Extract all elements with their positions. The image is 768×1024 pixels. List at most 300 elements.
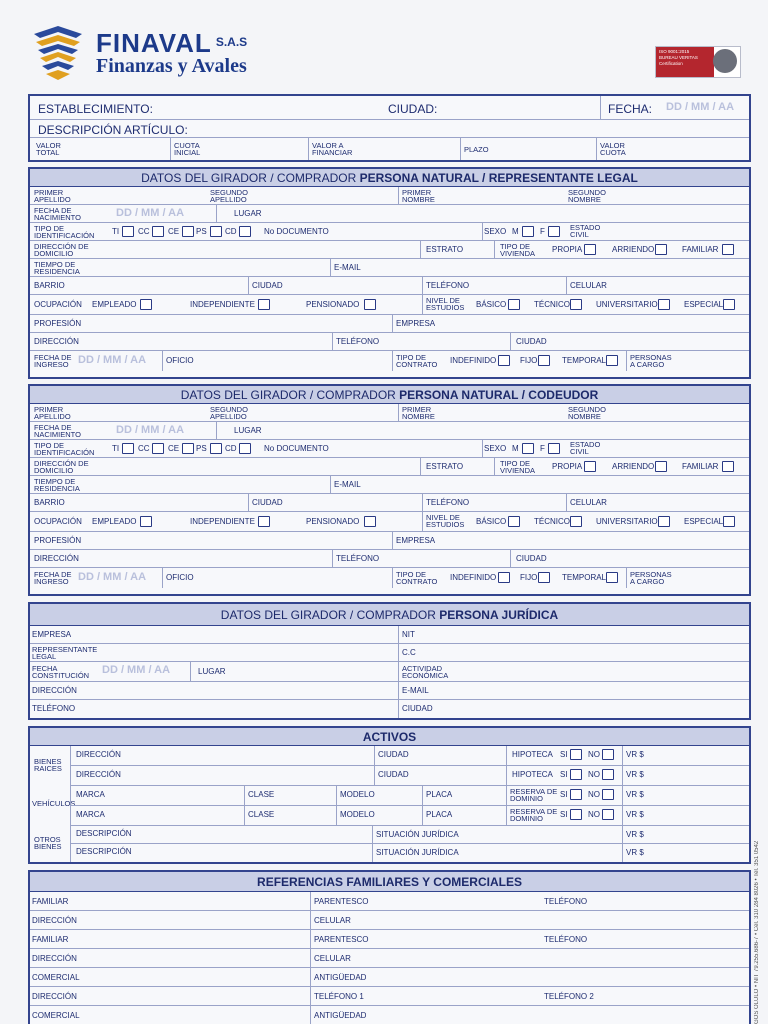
- label-reserva-dominio: RESERVA DE DOMINIO: [510, 807, 558, 823]
- checkbox-hipoteca-no[interactable]: [602, 749, 614, 760]
- juridica-title-prefix: DATOS DEL GIRADOR / COMPRADOR: [220, 608, 440, 622]
- label-fijo: FIJO: [520, 573, 538, 582]
- divider: [510, 333, 511, 350]
- checkbox-indefinido[interactable]: [498, 572, 510, 583]
- label-lugar: LUGAR: [234, 209, 262, 218]
- label-direccion: DIRECCIÓN: [76, 750, 121, 759]
- label-vr: VR $: [626, 790, 644, 799]
- label-vehiculos: VEHÍCULOS: [32, 799, 76, 808]
- divider: [420, 241, 421, 258]
- divider: [494, 458, 495, 475]
- checkbox-id-ps[interactable]: [210, 226, 222, 237]
- divider: [372, 844, 373, 862]
- label-id-cd: CD: [225, 227, 237, 236]
- row-establecimiento: [30, 96, 749, 120]
- persona-natural-representante-section: [28, 167, 751, 379]
- label-marca: MARCA: [76, 810, 105, 819]
- label-comercial: COMERCIAL: [32, 1011, 80, 1020]
- representante-row-residencia: [30, 259, 749, 277]
- checkbox-id-ce[interactable]: [182, 443, 194, 454]
- side-print-info: GOS OLULO • NIT 79.255.686-7 • Cel. 310 284 8026 • Tel. 351 0542: [754, 840, 760, 1024]
- representante-row-domicilio: [30, 241, 749, 259]
- label-personas-cargo: PERSONAS A CARGO: [630, 353, 672, 369]
- divider: [398, 626, 399, 643]
- brand-name: [96, 28, 248, 58]
- label-oficio: OFICIO: [166, 356, 194, 365]
- label-tecnico: TÉCNICO: [534, 300, 570, 309]
- constitucion-date-placeholder[interactable]: DD / MM / AA: [102, 664, 171, 676]
- label-placa: PLACA: [426, 810, 453, 819]
- checkbox-tecnico[interactable]: [570, 299, 582, 310]
- label-personas-cargo: PERSONAS A CARGO: [630, 570, 672, 586]
- checkbox-id-ps[interactable]: [210, 443, 222, 454]
- label-fijo: FIJO: [520, 356, 538, 365]
- codeudor-row-nacimiento: [30, 422, 749, 440]
- divider: [392, 315, 393, 332]
- divider: [622, 766, 623, 785]
- label-vr: VR $: [626, 830, 644, 839]
- checkbox-fijo[interactable]: [538, 355, 550, 366]
- label-segundo-nombre: SEGUNDO NOMBRE: [568, 405, 606, 421]
- checkbox-hipoteca-si[interactable]: [570, 769, 582, 780]
- label-telefono: TELÉFONO: [544, 935, 588, 944]
- label-telefono-empresa: TELÉFONO: [336, 337, 380, 346]
- label-tipo-vivienda: TIPO DE VIVIENDA: [500, 459, 536, 475]
- codeudor-row-ingreso: [30, 568, 749, 588]
- label-tipo-vivienda: TIPO DE VIVIENDA: [500, 242, 536, 258]
- label-telefono-empresa: TELÉFONO: [336, 554, 380, 563]
- checkbox-propia[interactable]: [584, 461, 596, 472]
- label-fecha-nacimiento: FECHA DE NACIMIENTO: [34, 206, 81, 222]
- checkbox-id-cc[interactable]: [152, 443, 164, 454]
- divider: [622, 844, 623, 862]
- divider: [422, 277, 423, 294]
- row-otro-bien-1: [70, 826, 749, 844]
- checkbox-id-ce[interactable]: [182, 226, 194, 237]
- representante-title-prefix: DATOS DEL GIRADOR / COMPRADOR: [141, 171, 360, 185]
- checkbox-id-ti[interactable]: [122, 443, 134, 454]
- label-celular: CELULAR: [314, 954, 351, 963]
- label-nivel-estudios: NIVEL DE ESTUDIOS: [426, 296, 465, 312]
- divider: [398, 700, 399, 718]
- cert-line-1: ISO 9001:2015: [659, 49, 690, 54]
- checkbox-reserva-si[interactable]: [570, 789, 582, 800]
- juridica-title-main: PERSONA JURÍDICA: [439, 608, 559, 622]
- label-tipo-identificacion: TIPO DE IDENTIFICACIÓN: [34, 441, 95, 457]
- birth-date-placeholder[interactable]: DD / MM / AA: [116, 207, 185, 219]
- divider: [482, 223, 483, 240]
- label-placa: PLACA: [426, 790, 453, 799]
- label-no-documento: No DOCUMENTO: [264, 227, 329, 236]
- divider: [310, 968, 311, 986]
- checkbox-empleado[interactable]: [140, 516, 152, 527]
- label-arriendo: ARRIENDO: [612, 462, 655, 471]
- label-id-ps: PS: [196, 227, 207, 236]
- representante-title: [30, 169, 749, 187]
- label-vr: VR $: [626, 770, 644, 779]
- codeudor-title-prefix: DATOS DEL GIRADOR / COMPRADOR: [180, 388, 400, 402]
- label-pensionado: PENSIONADO: [306, 517, 360, 526]
- label-telefono2: TELÉFONO 2: [544, 992, 594, 1001]
- label-cc: C.C: [402, 648, 416, 657]
- label-no: NO: [588, 750, 600, 759]
- label-segundo-nombre: SEGUNDO NOMBRE: [568, 188, 606, 204]
- label-ciudad-empresa: CIUDAD: [516, 337, 547, 346]
- label-nivel-estudios: NIVEL DE ESTUDIOS: [426, 513, 465, 529]
- label-sexo-m: M: [512, 227, 519, 236]
- label-no: NO: [588, 810, 600, 819]
- checkbox-familiar[interactable]: [722, 461, 734, 472]
- label-antiguedad: ANTIGÜEDAD: [314, 973, 367, 982]
- label-especial: ESPECIAL: [684, 517, 724, 526]
- representante-row-identificacion: [30, 223, 749, 241]
- representante-row-direccion: [30, 333, 749, 351]
- divider: [398, 682, 399, 699]
- label-situacion-juridica: SITUACIÓN JURÍDICA: [376, 830, 459, 839]
- codeudor-row-identificacion: [30, 440, 749, 458]
- label-antiguedad: ANTIGÜEDAD: [314, 1011, 367, 1020]
- label-telefono: TELÉFONO: [32, 704, 76, 713]
- label-parentesco: PARENTESCO: [314, 935, 369, 944]
- label-indefinido: INDEFINIDO: [450, 573, 497, 582]
- checkbox-basico[interactable]: [508, 299, 520, 310]
- label-celular: CELULAR: [570, 498, 607, 507]
- juridica-title: [30, 604, 749, 626]
- label-familiar: FAMILIAR: [682, 462, 719, 471]
- label-tiempo-residencia: TIEMPO DE RESIDENCIA: [34, 477, 80, 493]
- label-tecnico: TÉCNICO: [534, 517, 570, 526]
- label-sexo-f: F: [540, 444, 545, 453]
- divider: [422, 512, 423, 531]
- label-temporal: TEMPORAL: [562, 573, 607, 582]
- divider: [622, 786, 623, 805]
- label-profesion: PROFESIÓN: [34, 536, 82, 545]
- label-barrio: BARRIO: [34, 498, 65, 507]
- label-id-cd: CD: [225, 444, 237, 453]
- label-ciudad: CIUDAD: [252, 498, 283, 507]
- label-actividad-economica: ACTIVIDAD ECONÓMICA: [402, 664, 449, 680]
- label-direccion-domicilio: DIRECCIÓN DE DOMICILIO: [34, 459, 89, 475]
- codeudor-title: [30, 386, 749, 404]
- label-lugar: LUGAR: [234, 426, 262, 435]
- checkbox-fijo[interactable]: [538, 572, 550, 583]
- label-independiente: INDEPENDIENTE: [190, 300, 255, 309]
- label-empresa: EMPRESA: [32, 630, 72, 639]
- checkbox-id-cd[interactable]: [239, 226, 251, 237]
- checkbox-temporal[interactable]: [606, 355, 618, 366]
- divider: [310, 930, 311, 948]
- divider: [374, 746, 375, 765]
- divider: [216, 205, 217, 222]
- divider: [596, 138, 597, 160]
- row-constitucion: [30, 662, 749, 682]
- label-no: NO: [588, 770, 600, 779]
- divider: [310, 987, 311, 1005]
- ingreso-date-placeholder[interactable]: DD / MM / AA: [78, 354, 147, 366]
- row-direccion-2: [30, 949, 749, 968]
- divider: [482, 440, 483, 457]
- label-direccion-domicilio: DIRECCIÓN DE DOMICILIO: [34, 242, 89, 258]
- label-nit: NIT: [402, 630, 415, 639]
- label-segundo-apellido: SEGUNDO APELLIDO: [210, 188, 248, 204]
- label-empleado: EMPLEADO: [92, 517, 137, 526]
- checkbox-sexo-f[interactable]: [548, 226, 560, 237]
- divider: [506, 806, 507, 825]
- persona-natural-codeudor-section: [28, 384, 751, 596]
- label-temporal: TEMPORAL: [562, 356, 607, 365]
- label-basico: BÁSICO: [476, 517, 507, 526]
- divider: [398, 404, 399, 421]
- row-comercial-2: [30, 1006, 749, 1024]
- divider: [622, 826, 623, 843]
- checkbox-sexo-m[interactable]: [522, 226, 534, 237]
- persona-juridica-section: [28, 602, 751, 720]
- checkbox-reserva-no[interactable]: [602, 789, 614, 800]
- checkbox-temporal[interactable]: [606, 572, 618, 583]
- certification-badge: [655, 46, 741, 78]
- divider: [248, 277, 249, 294]
- checkbox-universitario[interactable]: [658, 516, 670, 527]
- label-clase: CLASE: [248, 810, 275, 819]
- label-no: NO: [588, 790, 600, 799]
- divider: [506, 766, 507, 785]
- activos-section: [28, 726, 751, 864]
- divider: [420, 458, 421, 475]
- label-fecha-constitucion: FECHA CONSTITUCIÓN: [32, 664, 90, 680]
- checkbox-reserva-si[interactable]: [570, 809, 582, 820]
- label-familiar: FAMILIAR: [682, 245, 719, 254]
- row-bien-raiz-2: [70, 766, 749, 786]
- label-establecimiento: ESTABLECIMIENTO:: [38, 102, 153, 116]
- label-valor-financiar: VALOR A FINANCIAR: [312, 141, 353, 157]
- row-familiar-1: [30, 892, 749, 911]
- birth-date-placeholder[interactable]: DD / MM / AA: [116, 424, 185, 436]
- representante-row-ingreso: [30, 351, 749, 371]
- label-ciudad: CIUDAD:: [388, 102, 438, 116]
- label-tiempo-residencia: TIEMPO DE RESIDENCIA: [34, 260, 80, 276]
- label-tipo-contrato: TIPO DE CONTRATO: [396, 353, 438, 369]
- checkbox-reserva-no[interactable]: [602, 809, 614, 820]
- divider: [422, 786, 423, 805]
- label-fecha-ingreso: FECHA DE INGRESO: [34, 570, 72, 586]
- label-sexo: SEXO: [484, 444, 507, 453]
- checkbox-id-cc[interactable]: [152, 226, 164, 237]
- label-id-ce: CE: [168, 444, 180, 453]
- divider: [392, 351, 393, 371]
- divider: [422, 295, 423, 314]
- codeudor-row-residencia: [30, 476, 749, 494]
- row-comercial-1: [30, 968, 749, 987]
- purchase-info-section: [28, 94, 751, 162]
- checkbox-id-ti[interactable]: [122, 226, 134, 237]
- codeudor-row-profesion: [30, 532, 749, 550]
- divider: [310, 1006, 311, 1024]
- label-bienes-raices: BIENES RAICES: [34, 757, 62, 773]
- checkbox-propia[interactable]: [584, 244, 596, 255]
- label-primer-nombre: PRIMER NOMBRE: [402, 405, 435, 421]
- label-celular: CELULAR: [570, 281, 607, 290]
- label-empresa: EMPRESA: [396, 536, 436, 545]
- codeudor-title-main: PERSONA NATURAL / CODEUDOR: [399, 388, 599, 402]
- label-empresa: EMPRESA: [396, 319, 436, 328]
- divider: [626, 351, 627, 371]
- label-ciudad: CIUDAD: [252, 281, 283, 290]
- bureau-veritas-seal-icon: [713, 49, 737, 73]
- row-empresa: [30, 626, 749, 644]
- checkbox-especial[interactable]: [723, 299, 735, 310]
- ingreso-date-placeholder[interactable]: DD / MM / AA: [78, 571, 147, 583]
- label-propia: PROPIA: [552, 462, 583, 471]
- label-cuota-inicial: CUOTA INICIAL: [174, 141, 201, 157]
- checkbox-sexo-m[interactable]: [522, 443, 534, 454]
- label-id-ti: TI: [112, 444, 120, 453]
- divider: [622, 806, 623, 825]
- divider: [248, 494, 249, 511]
- row-descripcion: [30, 120, 749, 138]
- label-direccion: DIRECCIÓN: [32, 916, 77, 925]
- checkbox-pensionado[interactable]: [364, 516, 376, 527]
- divider: [566, 277, 567, 294]
- label-direccion: DIRECCIÓN: [32, 992, 77, 1001]
- row-direccion: [30, 682, 749, 700]
- checkbox-arriendo[interactable]: [655, 244, 667, 255]
- checkbox-independiente[interactable]: [258, 516, 270, 527]
- label-hipoteca: HIPOTECA: [512, 750, 553, 759]
- checkbox-basico[interactable]: [508, 516, 520, 527]
- row-valores: [30, 138, 749, 160]
- fecha-placeholder[interactable]: DD / MM / AA: [666, 101, 735, 113]
- label-estrato: ESTRATO: [426, 462, 464, 471]
- label-comercial: COMERCIAL: [32, 973, 80, 982]
- label-barrio: BARRIO: [34, 281, 65, 290]
- label-fecha-nacimiento: FECHA DE NACIMIENTO: [34, 423, 81, 439]
- referencias-title: REFERENCIAS FAMILIARES Y COMERCIALES: [30, 872, 749, 892]
- checkbox-arriendo[interactable]: [655, 461, 667, 472]
- label-email: E-MAIL: [334, 263, 361, 272]
- label-oficio: OFICIO: [166, 573, 194, 582]
- label-descripcion: DESCRIPCIÓN: [76, 829, 132, 838]
- label-primer-nombre: PRIMER NOMBRE: [402, 188, 435, 204]
- label-otros-bienes: OTROS BIENES: [34, 835, 62, 851]
- label-si: SI: [560, 770, 568, 779]
- row-vehiculo-1: [70, 786, 749, 806]
- brand-title: FINAVAL: [96, 28, 212, 58]
- label-ciudad: CIUDAD: [378, 750, 409, 759]
- label-si: SI: [560, 750, 568, 759]
- label-fecha-ingreso: FECHA DE INGRESO: [34, 353, 72, 369]
- label-representante-legal: REPRESENTANTE LEGAL: [32, 645, 98, 661]
- label-id-cc: CC: [138, 444, 150, 453]
- divider: [506, 786, 507, 805]
- row-otro-bien-2: [70, 844, 749, 862]
- label-propia: PROPIA: [552, 245, 583, 254]
- label-email: E-MAIL: [334, 480, 361, 489]
- label-universitario: UNIVERSITARIO: [596, 517, 658, 526]
- divider: [372, 826, 373, 843]
- label-universitario: UNIVERSITARIO: [596, 300, 658, 309]
- label-id-ps: PS: [196, 444, 207, 453]
- label-email: E-MAIL: [402, 686, 429, 695]
- checkbox-especial[interactable]: [723, 516, 735, 527]
- row-vehiculo-2: [70, 806, 749, 826]
- divider: [392, 532, 393, 549]
- label-vr: VR $: [626, 848, 644, 857]
- row-familiar-2: [30, 930, 749, 949]
- label-reserva-dominio: RESERVA DE DOMINIO: [510, 787, 558, 803]
- label-clase: CLASE: [248, 790, 275, 799]
- label-id-ti: TI: [112, 227, 120, 236]
- label-telefono: TELÉFONO: [426, 498, 470, 507]
- label-marca: MARCA: [76, 790, 105, 799]
- activos-title: ACTIVOS: [30, 728, 749, 746]
- cert-line-2: BUREAU VERITAS: [659, 55, 698, 60]
- label-telefono: TELÉFONO: [544, 897, 588, 906]
- label-si: SI: [560, 790, 568, 799]
- certification-text: [656, 47, 714, 77]
- checkbox-hipoteca-si[interactable]: [570, 749, 582, 760]
- checkbox-indefinido[interactable]: [498, 355, 510, 366]
- checkbox-independiente[interactable]: [258, 299, 270, 310]
- divider: [190, 662, 191, 681]
- label-lugar: LUGAR: [198, 667, 226, 676]
- divider: [330, 476, 331, 493]
- label-parentesco: PARENTESCO: [314, 897, 369, 906]
- label-telefono1: TELÉFONO 1: [314, 992, 364, 1001]
- divider: [626, 568, 627, 588]
- codeudor-row-nombres: [30, 404, 749, 422]
- checkbox-id-cd[interactable]: [239, 443, 251, 454]
- label-si: SI: [560, 810, 568, 819]
- checkbox-universitario[interactable]: [658, 299, 670, 310]
- divider: [332, 550, 333, 567]
- label-ciudad: CIUDAD: [378, 770, 409, 779]
- label-id-cc: CC: [138, 227, 150, 236]
- label-plazo: PLAZO: [464, 145, 489, 154]
- divider: [398, 187, 399, 204]
- representante-row-barrio: [30, 277, 749, 295]
- label-modelo: MODELO: [340, 790, 375, 799]
- label-celular: CELULAR: [314, 916, 351, 925]
- representante-row-nacimiento: [30, 205, 749, 223]
- label-hipoteca: HIPOTECA: [512, 770, 553, 779]
- checkbox-empleado[interactable]: [140, 299, 152, 310]
- divider: [244, 786, 245, 805]
- divider: [336, 786, 337, 805]
- divider: [330, 259, 331, 276]
- label-familiar: FAMILIAR: [32, 935, 69, 944]
- row-direccion-1: [30, 911, 749, 930]
- label-situacion-juridica: SITUACIÓN JURÍDICA: [376, 848, 459, 857]
- divider: [374, 766, 375, 785]
- checkbox-familiar[interactable]: [722, 244, 734, 255]
- representante-row-ocupacion: [30, 295, 749, 315]
- label-direccion: DIRECCIÓN: [76, 770, 121, 779]
- divider: [494, 241, 495, 258]
- label-primer-apellido: PRIMER APELLIDO: [34, 188, 71, 204]
- checkbox-tecnico[interactable]: [570, 516, 582, 527]
- label-independiente: INDEPENDIENTE: [190, 517, 255, 526]
- codeudor-row-direccion: [30, 550, 749, 568]
- finaval-logo-icon: [30, 24, 86, 82]
- checkbox-pensionado[interactable]: [364, 299, 376, 310]
- checkbox-sexo-f[interactable]: [548, 443, 560, 454]
- codeudor-row-barrio: [30, 494, 749, 512]
- divider: [310, 892, 311, 910]
- label-estrato: ESTRATO: [426, 245, 464, 254]
- divider: [216, 422, 217, 439]
- checkbox-hipoteca-no[interactable]: [602, 769, 614, 780]
- label-valor-cuota: VALOR CUOTA: [600, 141, 626, 157]
